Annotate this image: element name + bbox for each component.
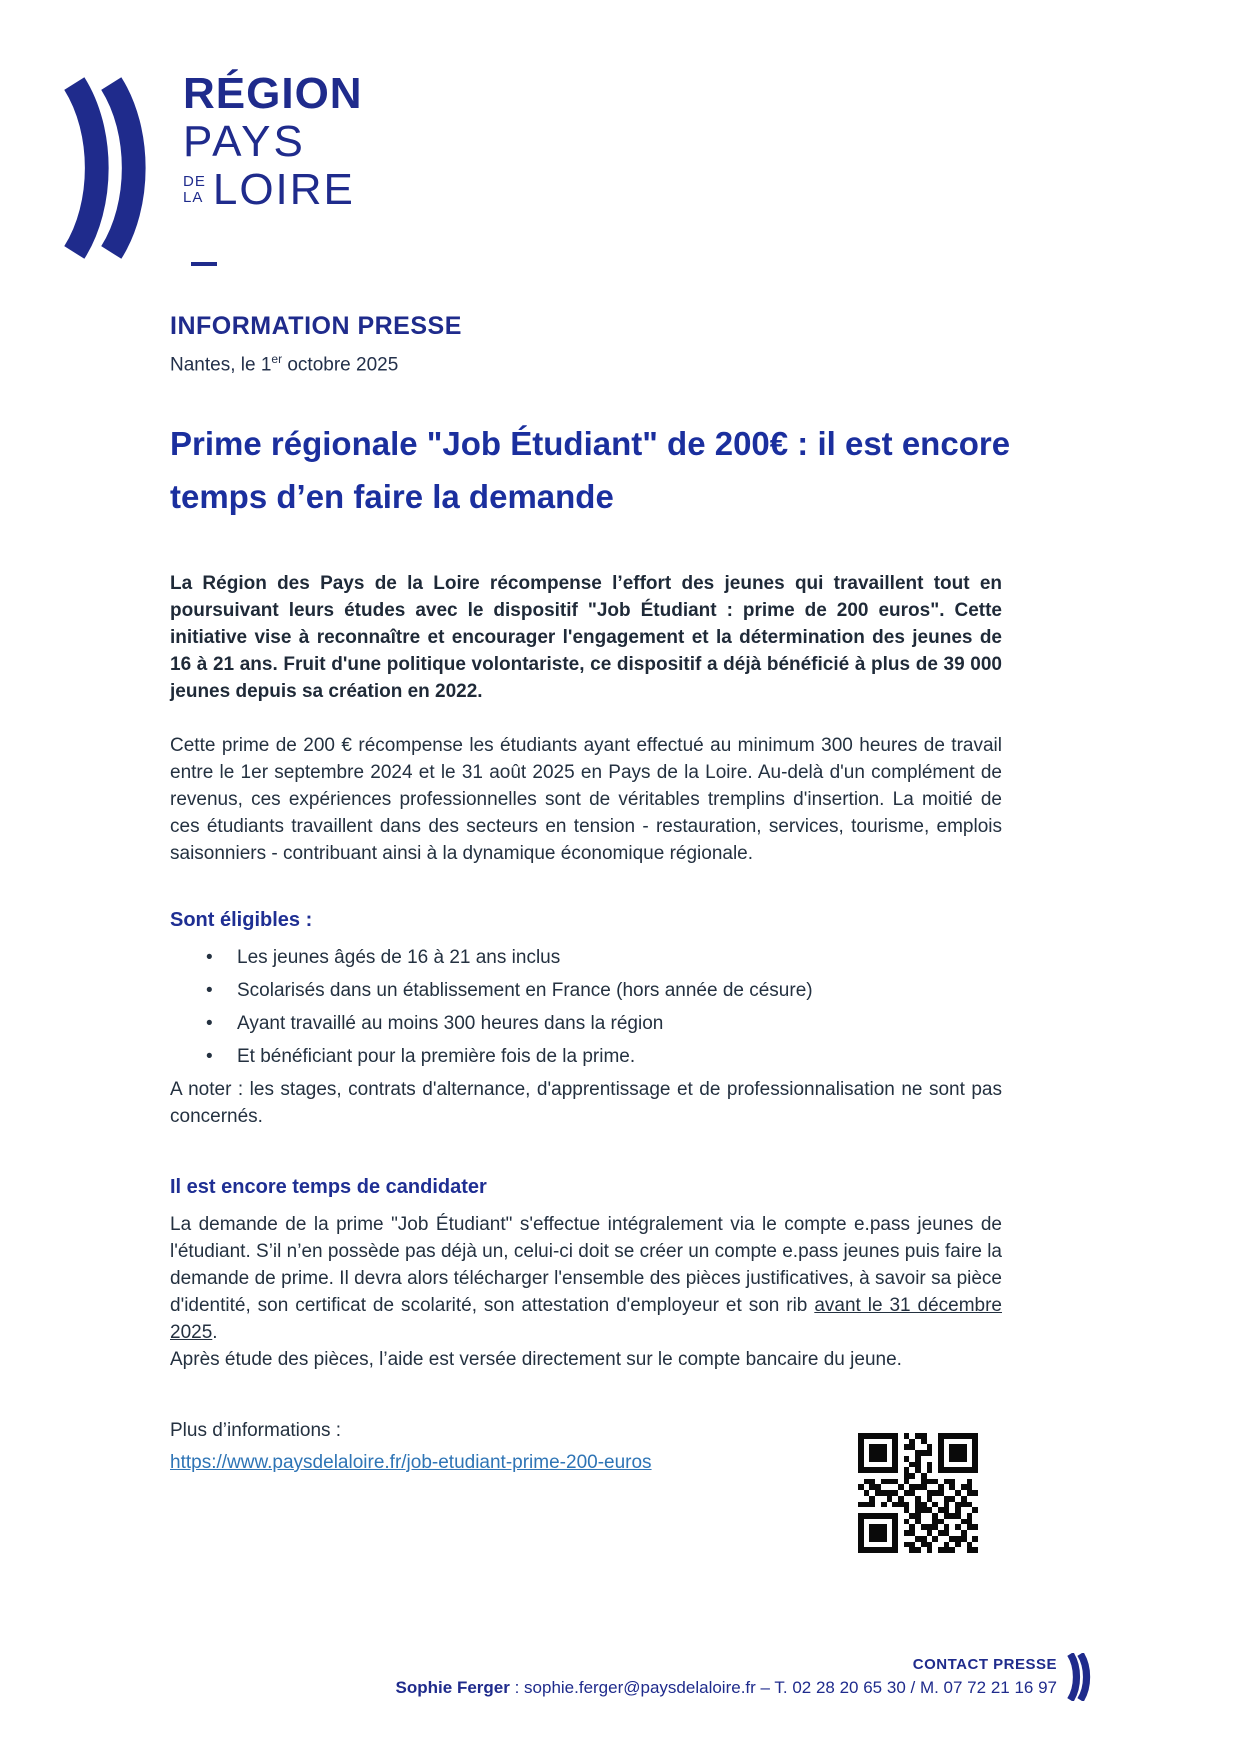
dateline-superscript: er — [271, 352, 283, 366]
section-heading-eligibles: Sont éligibles : — [170, 909, 313, 931]
section-heading-candidater: Il est encore temps de candidater — [170, 1176, 487, 1198]
qr-code — [858, 1433, 978, 1553]
paragraph-versement: Après étude des pièces, l’aide est versée directement sur le compte bancaire du jeune. — [170, 1349, 902, 1370]
contact-details: : sophie.ferger@paysdelaloire.fr – T. 02 28 20 65 30 / M. 07 72 21 16 97 — [509, 1678, 1057, 1697]
region-logo-wordmark — [183, 70, 363, 214]
contact-line — [396, 1678, 1057, 1698]
contact-presse-label: CONTACT PRESSE — [912, 1656, 1057, 1673]
dateline-suffix: octobre 2025 — [282, 354, 399, 376]
logo-line-loire — [183, 166, 363, 214]
intro-paragraph: La Région des Pays de la Loire récompense l’effort des jeunes qui travaillent tout en poursuivant leurs études avec le dispositif "Job Étudiant : prime de 200 euros". Cette initiative vise à reconnaître et encourager l'engagement et la détermination des jeunes de 16 à 21 ans. Fruit d'une politique volontariste, ce dispositif a déjà bénéficié à plus de 39 000 jeunes depuis sa création en 2022. — [170, 573, 1002, 702]
document-body — [170, 570, 1002, 1476]
list-item: • Ayant travaillé au moins 300 heures dans la région — [170, 1010, 1002, 1037]
dateline — [170, 352, 398, 376]
kicker-information-presse: INFORMATION PRESSE — [170, 312, 462, 340]
logo-line-pays: PAYS — [183, 117, 306, 166]
more-info-label: Plus d’informations : — [170, 1420, 342, 1441]
footer-logo-icon — [1063, 1653, 1095, 1701]
page-title — [170, 418, 1015, 524]
list-item: • Les jeunes âgés de 16 à 21 ans inclus — [170, 944, 1002, 971]
deadline-underlined: avant le 31 décembre 2025 — [170, 1295, 1002, 1343]
logo-de: DE — [183, 173, 206, 190]
region-pays-de-la-loire-logo-icon — [62, 70, 150, 266]
paragraph-prime-details: Cette prime de 200 € récompense les étudiants ayant effectué au minimum 300 heures de travail entre le 1er septembre 2024 et le 31 août 2025 en Pays de la Loire. Au-delà d'un complément de revenus, ces expériences professionnelles sont de véritables tremplins d'insertion. La moitié de ces étudiants travaillent dans des secteurs en tension - restauration, services, tourisme, emplois saisonniers - contribuant ainsi à la dynamique économique régionale. — [170, 735, 1002, 864]
logo-de-la — [183, 174, 206, 206]
eligibility-list — [170, 944, 1002, 1070]
paragraph-demande-end: . — [212, 1322, 218, 1343]
paragraph-demande — [170, 1211, 1002, 1346]
page-title-line-1: Prime régionale "Job Étudiant" de 200€ : il est encore — [170, 425, 1011, 462]
page-title-line-2: temps d’en faire la demande — [170, 477, 614, 515]
logo-la: LA — [183, 189, 204, 206]
dateline-prefix: Nantes, le 1 — [170, 354, 272, 376]
decorative-dash — [191, 262, 217, 266]
list-item: • Et bénéficiant pour la première fois de la prime. — [170, 1043, 1002, 1070]
paragraph-demande-text: La demande de la prime "Job Étudiant" s'effectue intégralement via le compte e.pass jeunes de l'étudiant. S’il n’en possède pas déjà un, celui-ci doit se créer un compte e.pass jeunes puis faire la demande de prime. Il devra alors télécharger l'ensemble des pièces justificatives, à savoir sa pièce d'identité, son certificat de scolarité, son attestation d'employeur et son rib — [170, 1214, 1002, 1316]
note-paragraph: A noter : les stages, contrats d'alternance, d'apprentissage et de professionnalisation ne sont pas concernés. — [170, 1079, 1002, 1127]
logo-line-region: RÉGION — [183, 69, 363, 118]
list-item: • Scolarisés dans un établissement en France (hors année de césure) — [170, 977, 1002, 1004]
logo-loire: LOIRE — [212, 165, 355, 214]
contact-name: Sophie Ferger — [395, 1678, 510, 1697]
info-link[interactable]: https://www.paysdelaloire.fr/job-etudiant-prime-200-euros — [170, 1452, 652, 1473]
